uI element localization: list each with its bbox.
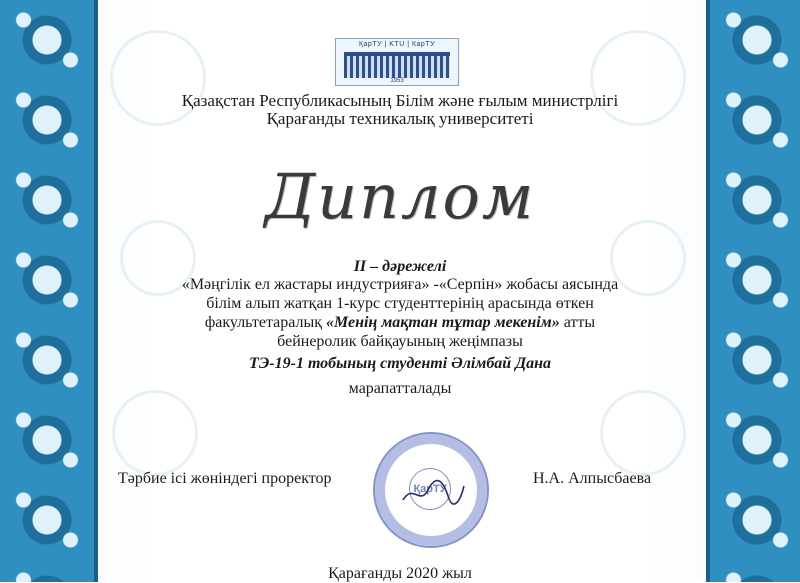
ministry-name: Қазақстан Республикасының Білім және ғылым министрлігі (181, 91, 619, 110)
handwritten-signature (398, 478, 468, 508)
body-line-3-pre: факультетаралық (204, 314, 326, 331)
signatory-position: Тәрбие ісі жөніндегі проректор (118, 470, 332, 487)
contest-name: «Менің мақтан тұтар мекенім» (326, 314, 560, 331)
awarded-text: марапатталады (348, 380, 452, 397)
background-ornament (600, 390, 686, 476)
body-line-1: «Мәңгілік ел жастары индустрияға» -«Серпін» жобасы аясында (181, 276, 619, 293)
body-line-3-post: атты (559, 314, 596, 331)
logo-year: 1953 (390, 78, 404, 84)
logo-text: ҚарТУ | KTU | КарТУ (358, 41, 436, 48)
left-ornament-border (0, 0, 94, 582)
footer-place-year: Қарағанды 2020 жыл (328, 565, 472, 582)
degree-level: II – дәрежелі (353, 258, 447, 275)
diploma-title: Диплом (264, 160, 536, 233)
body-line-2: білім алып жатқан 1-курс студенттерінің арасында өткен (206, 295, 594, 312)
right-border-edge (706, 0, 710, 582)
background-ornament (112, 390, 198, 476)
university-name: Қарағанды техникалық университеті (266, 109, 534, 128)
body-line-4: бейнеролик байқауының жеңімпазы (277, 333, 523, 350)
left-border-edge (94, 0, 98, 582)
signatory-name: Н.А. Алпысбаева (533, 470, 652, 487)
right-ornament-border (710, 0, 800, 582)
stamp-center-text: ҚарТУ (409, 468, 451, 510)
body-line-3 (110, 314, 690, 332)
recipient-name: ТЭ-19-1 тобының студенті Әлімбай Дана (248, 355, 552, 372)
logo-building-icon (344, 52, 450, 78)
university-logo (335, 38, 459, 86)
